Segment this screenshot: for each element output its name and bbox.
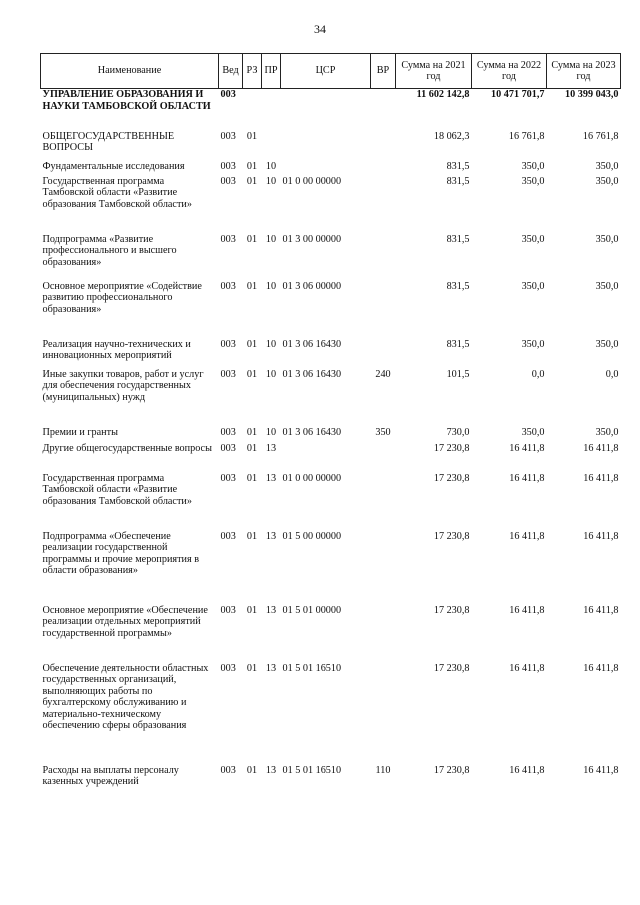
row-vr — [371, 234, 396, 281]
row-rz: 01 — [246, 604, 258, 616]
table-row — [41, 663, 621, 765]
row-pr: 13 — [265, 472, 277, 484]
row-sum-2022: 16 411,8 — [509, 472, 545, 484]
row-csr: 01 3 06 16430 — [282, 368, 342, 380]
row-sum-2022: 350,0 — [521, 280, 545, 292]
row-sum-2021: 831,5 — [446, 280, 470, 292]
row-name: Иные закупки товаров, работ и услуг для обеспечения государственных (муниципальных) нужд — [42, 368, 204, 403]
row-sum-2021: 17 230,8 — [433, 764, 470, 776]
row-csr — [281, 89, 371, 131]
header-sum-2023: Сумма на 2023 год — [547, 54, 621, 89]
row-rz: 01 — [246, 280, 258, 292]
row-csr: 01 5 01 16510 — [282, 662, 342, 674]
row-name: Основное мероприятие «Обеспечение реализации отдельных мероприятий государственной программы» — [42, 604, 208, 639]
row-sum-2022: 350,0 — [521, 233, 545, 245]
table-row — [41, 339, 621, 369]
row-pr: 10 — [265, 338, 277, 350]
row-sum-2022: 16 411,8 — [509, 662, 545, 674]
table-row — [41, 369, 621, 427]
row-rz: 01 — [246, 426, 258, 438]
table-row — [41, 765, 621, 795]
row-csr: 01 5 01 00000 — [282, 604, 342, 616]
row-name: Подпрограмма «Обеспечение реализации государственной программы и прочие мероприятия в области образования» — [42, 530, 200, 577]
row-sum-2022: 350,0 — [521, 426, 545, 438]
row-rz: 01 — [246, 233, 258, 245]
row-rz: 01 — [246, 175, 258, 187]
row-ved: 003 — [220, 662, 236, 674]
row-sum-2023: 10 399 043,0 — [565, 89, 619, 100]
row-ved: 003 — [220, 233, 236, 245]
row-csr: 01 3 06 16430 — [282, 426, 342, 438]
row-ved: 003 — [220, 175, 236, 187]
header-vr: ВР — [371, 54, 396, 89]
table-row — [41, 531, 621, 605]
row-name: Государственная программа Тамбовской области «Развитие образования Тамбовской области» — [42, 472, 192, 507]
row-sum-2023: 16 411,8 — [583, 764, 619, 776]
row-sum-2023: 16 411,8 — [583, 472, 619, 484]
row-pr — [262, 131, 281, 161]
row-vr: 350 — [375, 426, 391, 438]
row-pr: 10 — [265, 426, 277, 438]
row-pr — [262, 89, 281, 131]
row-pr: 13 — [265, 442, 277, 454]
row-ved: 003 — [220, 472, 236, 484]
row-name: Реализация научно-технических и инновационных мероприятий — [42, 338, 191, 362]
row-vr — [371, 339, 396, 369]
row-ved: 003 — [220, 338, 236, 350]
row-vr — [371, 473, 396, 531]
row-ved: 003 — [220, 89, 236, 100]
row-name: Государственная программа Тамбовской области «Развитие образования Тамбовской области» — [42, 175, 192, 210]
row-pr: 13 — [265, 764, 277, 776]
row-csr — [281, 443, 371, 473]
row-sum-2023: 350,0 — [595, 160, 619, 172]
row-vr — [371, 131, 396, 161]
row-ved: 003 — [220, 426, 236, 438]
row-pr: 13 — [265, 662, 277, 674]
row-rz: 01 — [246, 764, 258, 776]
row-pr: 13 — [265, 604, 277, 616]
row-sum-2023: 350,0 — [595, 338, 619, 350]
row-rz — [243, 89, 262, 131]
row-ved: 003 — [220, 442, 236, 454]
row-pr: 10 — [265, 175, 277, 187]
row-sum-2021: 730,0 — [446, 426, 470, 438]
row-sum-2022: 350,0 — [521, 160, 545, 172]
row-csr: 01 5 00 00000 — [282, 530, 342, 542]
row-sum-2022: 16 411,8 — [509, 764, 545, 776]
row-sum-2023: 16 411,8 — [583, 604, 619, 616]
row-name: Основное мероприятие «Содействие развитию профессионального образования» — [42, 280, 202, 315]
row-sum-2021: 831,5 — [446, 338, 470, 350]
row-sum-2021: 11 602 142,8 — [416, 89, 470, 100]
row-sum-2021: 17 230,8 — [433, 604, 470, 616]
row-csr: 01 3 00 00000 — [282, 233, 342, 245]
row-sum-2022: 10 471 701,7 — [491, 89, 545, 100]
row-rz: 01 — [246, 472, 258, 484]
row-rz: 01 — [246, 160, 258, 172]
row-sum-2021: 17 230,8 — [433, 662, 470, 674]
row-csr — [281, 131, 371, 161]
row-sum-2021: 831,5 — [446, 175, 470, 187]
row-name: Другие общегосударственные вопросы — [42, 442, 212, 454]
table-header-row — [41, 54, 621, 89]
table-row — [41, 281, 621, 339]
row-sum-2021: 831,5 — [446, 233, 470, 245]
row-sum-2022: 16 761,8 — [508, 130, 545, 142]
row-ved: 003 — [220, 530, 236, 542]
row-name: ОБЩЕГОСУДАРСТВЕННЫЕ ВОПРОСЫ — [42, 130, 175, 154]
row-sum-2023: 350,0 — [595, 175, 619, 187]
page-number: 34 — [314, 22, 326, 36]
row-name: Подпрограмма «Развитие профессионального и высшего образования» — [42, 233, 177, 268]
row-pr: 10 — [265, 233, 277, 245]
row-vr — [371, 531, 396, 605]
row-vr — [371, 443, 396, 473]
row-sum-2023: 350,0 — [595, 233, 619, 245]
row-csr: 01 3 06 16430 — [282, 338, 342, 350]
row-rz: 01 — [246, 338, 258, 350]
row-pr: 10 — [265, 368, 277, 380]
row-sum-2023: 350,0 — [595, 280, 619, 292]
row-sum-2022: 350,0 — [521, 338, 545, 350]
row-sum-2021: 101,5 — [446, 368, 470, 380]
row-pr: 10 — [265, 280, 277, 292]
row-vr: 110 — [375, 764, 391, 776]
row-sum-2023: 16 411,8 — [583, 530, 619, 542]
table-row — [41, 605, 621, 663]
table-row — [41, 473, 621, 531]
row-rz: 01 — [246, 130, 258, 142]
header-pr: ПР — [262, 54, 281, 89]
row-rz: 01 — [246, 442, 258, 454]
table-row — [41, 89, 621, 131]
row-pr: 13 — [265, 530, 277, 542]
header-name: Наименование — [41, 54, 219, 89]
row-pr: 10 — [265, 160, 277, 172]
row-vr — [371, 176, 396, 234]
row-vr — [371, 605, 396, 663]
row-name: Фундаментальные исследования — [42, 160, 185, 172]
row-sum-2022: 0,0 — [531, 368, 545, 380]
row-vr — [371, 161, 396, 176]
header-sum-2021: Сумма на 2021 год — [396, 54, 472, 89]
table-row — [41, 427, 621, 443]
row-csr — [281, 161, 371, 176]
table-row — [41, 234, 621, 281]
table-body — [41, 89, 621, 795]
row-sum-2021: 17 230,8 — [433, 530, 470, 542]
row-name: Обеспечение деятельности областных государственных организаций, выполняющих работы по бухгалтерскому обслуживанию и материально-техническому обеспечению сферы образования — [42, 662, 209, 732]
row-sum-2021: 17 230,8 — [433, 442, 470, 454]
row-sum-2021: 18 062,3 — [433, 130, 470, 142]
row-sum-2023: 350,0 — [595, 426, 619, 438]
row-rz: 01 — [246, 530, 258, 542]
row-vr — [371, 281, 396, 339]
row-ved: 003 — [220, 130, 236, 142]
row-name: Премии и гранты — [42, 426, 118, 438]
row-sum-2023: 16 411,8 — [583, 442, 619, 454]
header-sum-2022: Сумма на 2022 год — [472, 54, 547, 89]
header-ved: Вед — [219, 54, 243, 89]
row-vr — [371, 663, 396, 765]
row-ved: 003 — [220, 160, 236, 172]
budget-table — [40, 53, 621, 795]
header-rz: РЗ — [243, 54, 262, 89]
table-row — [41, 161, 621, 176]
row-csr: 01 5 01 16510 — [282, 764, 342, 776]
row-sum-2023: 0,0 — [605, 368, 619, 380]
row-sum-2022: 16 411,8 — [509, 530, 545, 542]
row-ved: 003 — [220, 604, 236, 616]
row-sum-2023: 16 761,8 — [582, 130, 619, 142]
row-rz: 01 — [246, 368, 258, 380]
row-sum-2021: 831,5 — [446, 160, 470, 172]
row-ved: 003 — [220, 368, 236, 380]
row-rz: 01 — [246, 662, 258, 674]
row-ved: 003 — [220, 280, 236, 292]
row-sum-2022: 16 411,8 — [509, 604, 545, 616]
row-csr: 01 0 00 00000 — [282, 175, 342, 187]
table-row — [41, 176, 621, 234]
row-vr: 240 — [375, 368, 391, 380]
row-name: УПРАВЛЕНИЕ ОБРАЗОВАНИЯ И НАУКИ ТАМБОВСКОЙ ОБЛАСТИ — [42, 89, 211, 112]
row-csr: 01 3 06 00000 — [282, 280, 342, 292]
table-row — [41, 443, 621, 473]
row-csr: 01 0 00 00000 — [282, 472, 342, 484]
row-sum-2022: 350,0 — [521, 175, 545, 187]
header-csr: ЦСР — [281, 54, 371, 89]
row-ved: 003 — [220, 764, 236, 776]
row-vr — [371, 89, 396, 131]
row-sum-2021: 17 230,8 — [433, 472, 470, 484]
row-name: Расходы на выплаты персоналу казенных учреждений — [42, 764, 179, 788]
row-sum-2022: 16 411,8 — [509, 442, 545, 454]
row-sum-2023: 16 411,8 — [583, 662, 619, 674]
table-row — [41, 131, 621, 161]
